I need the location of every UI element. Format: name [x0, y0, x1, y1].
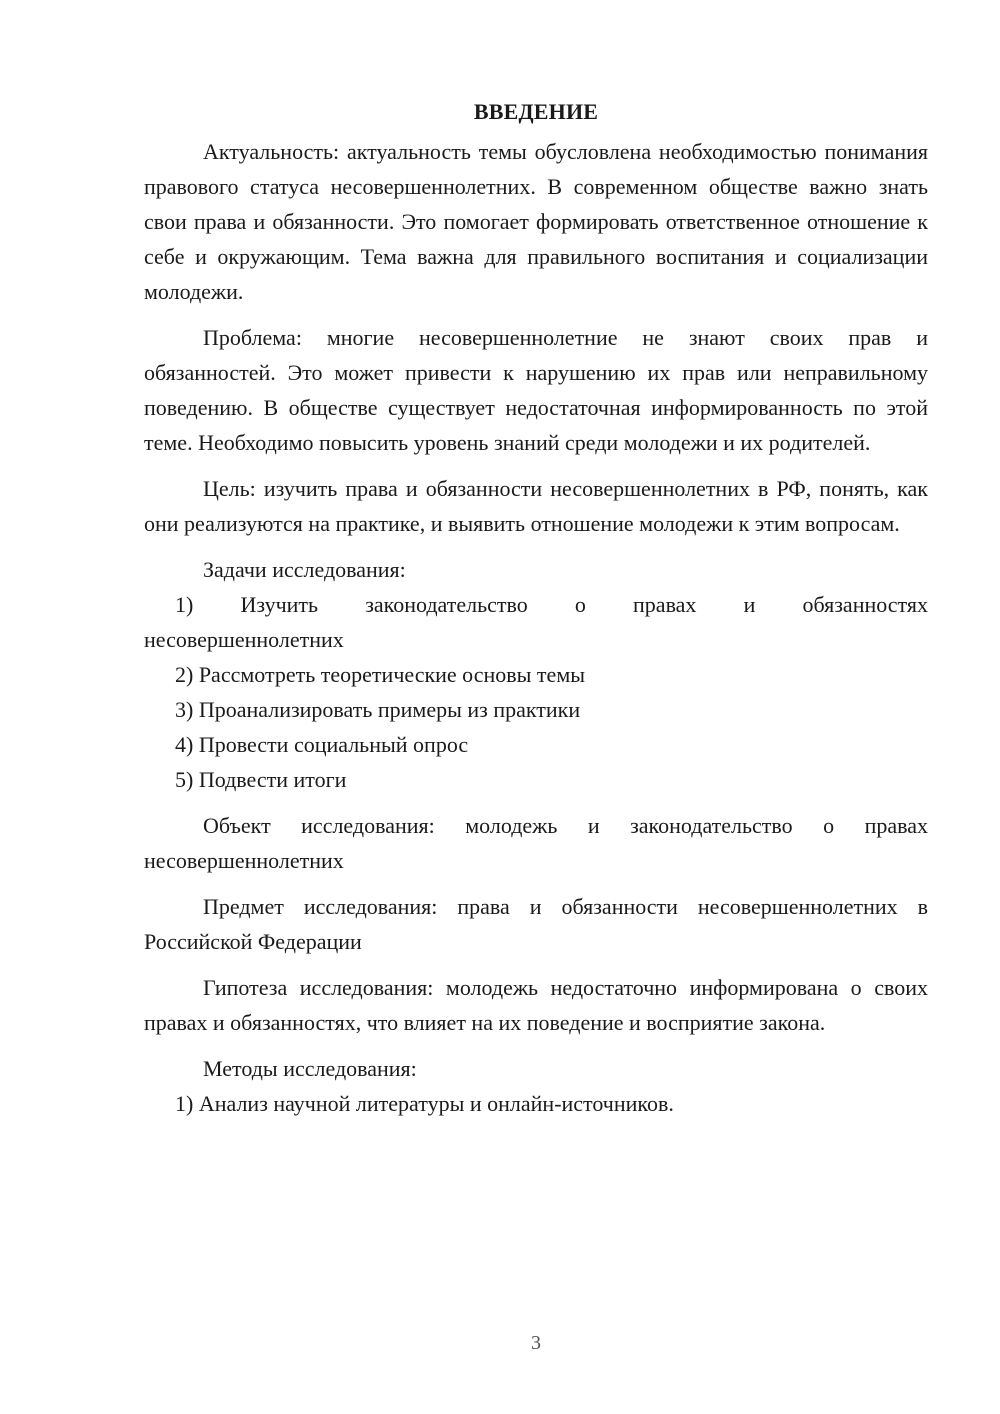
method-item-1: 1) Анализ научной литературы и онлайн-источников. — [175, 1091, 674, 1116]
task-item-1: 1) Изучить законодательство о правах и обязанностях — [175, 592, 928, 617]
document-page — [144, 94, 928, 1121]
object-paragraph: Объект исследования: молодежь и законодательство о правах несовершеннолетних — [144, 813, 928, 873]
relevance-paragraph: Актуальность: актуальность темы обусловлена необходимостью понимания правового статуса несовершеннолетних. В современном обществе важно знать свои права и обязанности. Это помогает формировать ответственное отношение к себе и окружающим. Тема важна для правильного воспитания и социализации молодежи. — [144, 139, 928, 304]
page-number-value: 3 — [531, 1332, 541, 1354]
page-number — [0, 1330, 1000, 1356]
page-title: ВВЕДЕНИЕ — [473, 99, 599, 124]
subject-paragraph: Предмет исследования: права и обязанности несовершеннолетних в Российской Федерации — [144, 894, 928, 954]
task-item-4: 4) Провести социальный опрос — [175, 732, 469, 757]
task-item-5: 5) Подвести итоги — [175, 767, 347, 792]
task-item-1-continuation: несовершеннолетних — [144, 627, 344, 652]
tasks-title: Задачи исследования: — [203, 557, 406, 582]
hypothesis-paragraph: Гипотеза исследования: молодежь недостаточно информирована о своих правах и обязанностях, что влияет на их поведение и восприятие закона. — [144, 975, 928, 1035]
methods-title: Методы исследования: — [203, 1056, 417, 1081]
problem-paragraph: Проблема: многие несовершеннолетние не знают своих прав и обязанностей. Это может привести к нарушению их прав или неправильному поведению. В обществе существует недостаточная информированность по этой теме. Необходимо повысить уровень знаний среди молодежи и их родителей. — [144, 325, 928, 455]
task-item-2: 2) Рассмотреть теоретические основы темы — [175, 662, 586, 687]
task-item-3: 3) Проанализировать примеры из практики — [175, 697, 581, 722]
goal-paragraph: Цель: изучить права и обязанности несовершеннолетних в РФ, понять, как они реализуются на практике, и выявить отношение молодежи к этим вопросам. — [144, 476, 928, 536]
